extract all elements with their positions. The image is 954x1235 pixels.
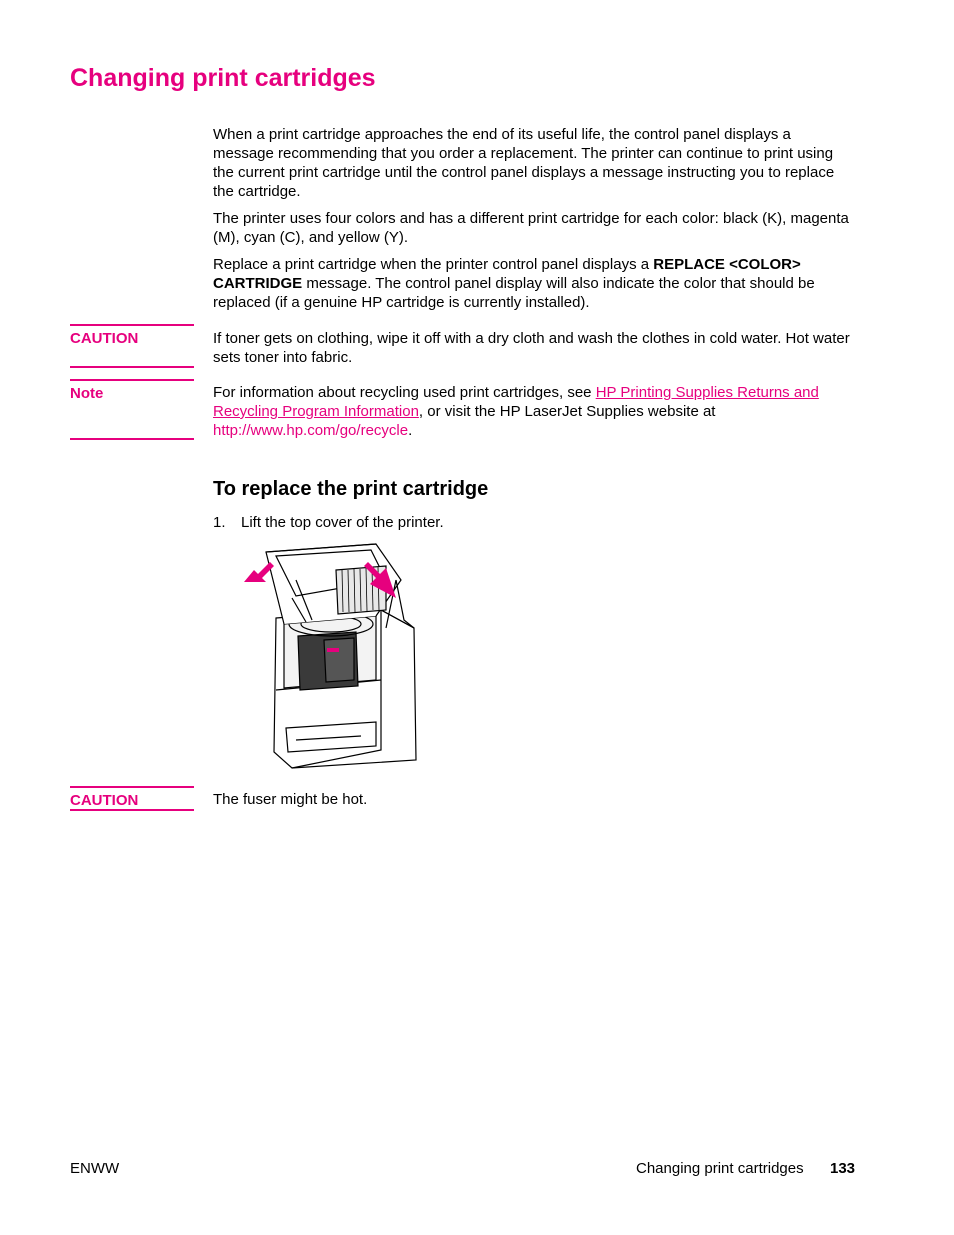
p3-post: message. The control panel display will also indicate the color that should be replaced (if a genuine HP cartridge is currently installed).	[213, 275, 815, 311]
caution-rule-top	[70, 324, 194, 326]
intro-paragraph-2: The printer uses four colors and has a different print cartridge for each color: black (K), magenta (M), cyan (C), and yellow (Y).	[213, 210, 849, 246]
intro-paragraph-1: When a print cartridge approaches the end of its useful life, the control panel displays a message recommending that you order a replacement. The printer can continue to print using the current print cartridge until the control panel displays a message instructing you to replace the cartridge.	[213, 126, 835, 200]
note-label: Note	[70, 385, 104, 402]
note-text-mid: , or visit the HP LaserJet Supplies website at	[418, 403, 716, 420]
caution2-rule-top	[70, 786, 194, 788]
note-rule-bottom	[70, 438, 194, 440]
recycling-program-link[interactable]: HP Printing Supplies Returns and Recycling Program Information	[213, 384, 819, 420]
replace-cartridge-message: REPLACE <COLOR> CARTRIDGE	[213, 256, 801, 292]
note-rule-top	[70, 379, 194, 381]
note-text-post: .	[408, 422, 413, 439]
caution2-text: The fuser might be hot.	[213, 791, 368, 808]
footer-section: Changing print cartridges	[636, 1160, 804, 1177]
intro-paragraph-3	[213, 255, 853, 312]
caution2-rule-bottom	[70, 809, 194, 811]
caution-label: CAUTION	[70, 330, 139, 347]
caution2-label: CAUTION	[70, 792, 139, 809]
page-number: 133	[830, 1160, 856, 1177]
note-text-pre: For information about recycling used print cartridges, see	[213, 384, 596, 401]
caution-text: If toner gets on clothing, wipe it off with a dry cloth and wash the clothes in cold water. Hot water sets toner into fabric.	[213, 330, 850, 366]
p3-pre: Replace a print cartridge when the printer control panel displays a	[213, 256, 654, 273]
footer-left: ENWW	[70, 1160, 120, 1177]
printer-open-cover-illustration	[236, 540, 426, 772]
step-1-number: 1.	[213, 514, 226, 531]
note-text	[213, 383, 853, 440]
section-heading: To replace the print cartridge	[213, 478, 489, 500]
recycle-website-link[interactable]: http://www.hp.com/go/recycle	[213, 422, 409, 439]
caution-rule-bottom	[70, 366, 194, 368]
page-title: Changing print cartridges	[70, 64, 376, 92]
step-1-text: Lift the top cover of the printer.	[241, 514, 444, 531]
